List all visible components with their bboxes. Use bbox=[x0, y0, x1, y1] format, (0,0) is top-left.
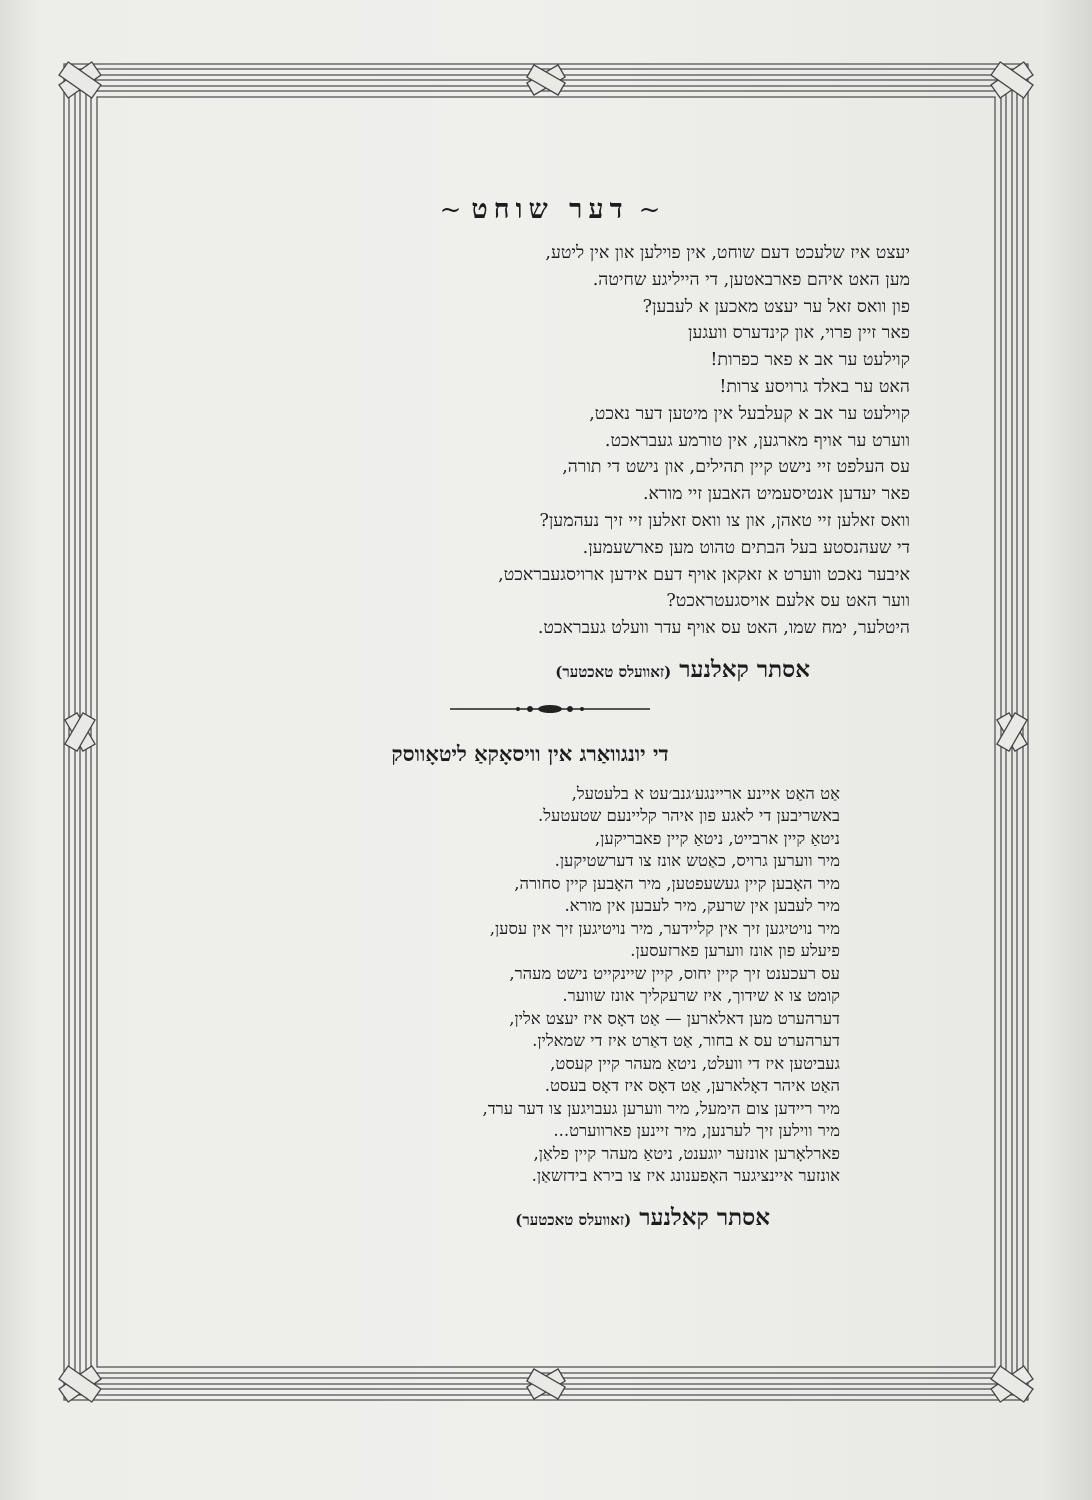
poem-line: ניטאַ קיין ארבייט, ניטאַ קיין פאבריקען, bbox=[594, 828, 840, 848]
poem-line: די שעהנסטע בעל הבתים טהוט מען פארשעמען. bbox=[582, 537, 910, 558]
poem-line: האַט איהר דאָלארען, אַט דאָס איז דאָס בעסט. bbox=[544, 1076, 840, 1096]
author-note: (זאוועלס טאכטער) bbox=[555, 662, 672, 681]
poem-line: געביטען איז די וועלט, ניטאַ מעהר קיין קעסט, bbox=[550, 1053, 840, 1073]
poem-line: מיר האָבען קיין געשעפטען, מיר האָבען קיין סחורה, bbox=[514, 873, 840, 893]
page-content bbox=[150, 180, 950, 1310]
poem-line: פאר יעדען אנטיסעמיט האבען זיי מורא. bbox=[642, 484, 910, 505]
poem-line: מיר לעבען אין שרעק, מיר לעבען אין מורא. bbox=[564, 896, 840, 916]
poem-line: קומט צו א שידוך, איז שרעקליך אונז שווער. bbox=[562, 986, 840, 1006]
poem-line: יעצט איז שלעכט דעם שוחט, אין פוילען און אין ליטע, bbox=[545, 243, 910, 263]
poem-line: קוילעט ער אב א קעלבעל אין מיטען דער נאכט, bbox=[589, 403, 910, 424]
poem-line: באשריבען די לאגע פון איהר קליינעם שטעטעל. bbox=[538, 806, 840, 826]
poem-line: דערהערט מען דאלארען — אַט דאָס איז יעצט אלין, bbox=[509, 1008, 840, 1028]
poem1-title-text: דער שוחט bbox=[471, 194, 629, 225]
poem1-title bbox=[150, 180, 950, 240]
author-note: (זאוועלס טאכטער) bbox=[515, 1210, 632, 1229]
poem-line: מיר ריידען צום הימעל, מיר ווערען געבויגען צו דער ערד, bbox=[482, 1098, 840, 1118]
poem-line: ווער האט עס אלעם אויסגעטראכט? bbox=[666, 591, 910, 612]
poem1-body bbox=[150, 240, 910, 642]
poem-line: מען האט איהם פארבאטען, די הייליגע שחיטה. bbox=[592, 269, 910, 290]
poem-line: אַט האַט איינע אריינגע׳גנב׳עט א בלעטעל, bbox=[571, 783, 840, 803]
title-swash-icon: ~ bbox=[439, 195, 462, 225]
poem-line: האט ער באלד גרויסע צרות! bbox=[719, 376, 910, 397]
poem-line: עס העלפט זיי נישט קיין תהילים, און נישט די תורה, bbox=[562, 457, 910, 478]
title-swash-icon: ~ bbox=[638, 195, 661, 225]
poem2-author bbox=[150, 1204, 770, 1231]
poem2-body bbox=[150, 783, 840, 1188]
poem-line: איבער נאכט ווערט א זאקאן אויף דעם אידען ארויסגעבראכט, bbox=[498, 564, 910, 585]
poem-line: פארלאָרען אונזער יוגענט, ניטאַ מעהר קיין פלאַן, bbox=[533, 1143, 840, 1163]
section-divider bbox=[150, 699, 950, 719]
divider-ornament-icon bbox=[450, 699, 650, 719]
poem-line: קוילעט ער אב א פאר כפרות! bbox=[710, 350, 910, 371]
poem-line: ווערט ער אויף מארגען, אין טורמע געבראכט. bbox=[604, 430, 910, 451]
poem-line: פון וואס זאל ער יעצט מאכען א לעבען? bbox=[642, 296, 910, 317]
poem-line: פיעלע פון אונז ווערען פארזעסען. bbox=[630, 941, 840, 961]
author-name: אסתר קאלנער bbox=[639, 1203, 770, 1231]
poem-line: מיר ווערען גרויס, כאַטש אונז צו דערשטיקען. bbox=[554, 851, 840, 871]
poem-line: וואס זאלען זיי טאהן, און צו וואס זאלען זיי זיך נעהמען? bbox=[539, 510, 910, 531]
poem1-author bbox=[150, 656, 810, 683]
poem-line: היטלער, ימח שמו, האט עס אויף עדר וועלט געבראכט. bbox=[537, 618, 910, 639]
poem-line: אונזער איינציגער האָפענונג איז צו בירא בידזשאַן. bbox=[531, 1166, 840, 1186]
poem-line: דערהערט עס א בחור, אַט דאַרט איז די שמאלין. bbox=[532, 1031, 840, 1051]
poem-line: מיר ווילען זיך לערנען, מיר זיינען פארווערט... bbox=[553, 1121, 840, 1141]
poem-line: פאר זיין פרוי, און קינדערס וועגען bbox=[688, 323, 910, 344]
poem2-title: די יונגוואַרג אין וויסאָקאַ ליטאָווסק bbox=[391, 740, 669, 766]
author-name: אסתר קאלנער bbox=[679, 655, 810, 683]
poem-line: עס רעכענט זיך קיין יחוס, קיין שיינקייט נישט מעהר, bbox=[509, 963, 840, 983]
poem-line: מיר נויטיגען זיך אין קליידער, מיר נויטיגען זיך אין עסען, bbox=[489, 918, 840, 938]
